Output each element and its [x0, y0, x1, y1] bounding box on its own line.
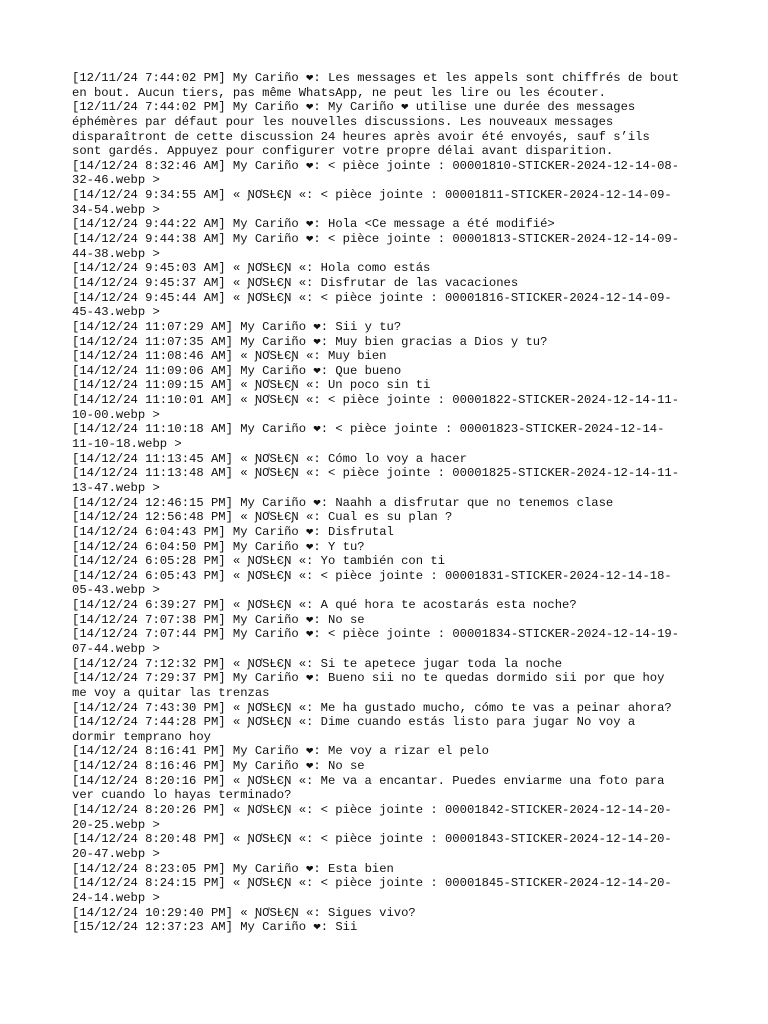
transcript-line: 13-47.webp > [72, 480, 160, 495]
transcript-line: 10-00.webp > [72, 407, 160, 422]
transcript-line: 32-46.webp > [72, 173, 160, 188]
transcript-line: [14/12/24 6:05:43 PM] « ƝƠЅȽЄƝ «: < pièce jointe : 00001831-STICKER-2024-12-14-18- [72, 568, 672, 583]
transcript-line: [14/12/24 9:45:03 AM] « ƝƠЅȽЄƝ «: Hola como estás [72, 261, 431, 276]
transcript-line: [12/11/24 7:44:02 PM] My Cariño ❤: My Cariño ❤ utilise une durée des messages [72, 100, 636, 115]
transcript-line: [14/12/24 8:20:16 PM] « ƝƠЅȽЄƝ «: Me va a encantar. Puedes enviarme una foto para [72, 773, 665, 788]
transcript-line: [14/12/24 12:56:48 PM] « ƝƠЅȽЄƝ «: Cual es su plan ? [72, 510, 453, 525]
transcript-line: [14/12/24 9:45:44 AM] « ƝƠЅȽЄƝ «: < pièce jointe : 00001816-STICKER-2024-12-14-09- [72, 290, 672, 305]
transcript-line: [14/12/24 7:29:37 PM] My Cariño ❤: Bueno sii no te quedas dormido sii por que hoy [72, 671, 665, 686]
transcript-line: [14/12/24 10:29:40 PM] « ƝƠЅȽЄƝ «: Sigues vivo? [72, 905, 416, 920]
transcript-line: 11-10-18.webp > [72, 437, 182, 452]
transcript-line: [14/12/24 6:04:43 PM] My Cariño ❤: Disfrutal [72, 524, 394, 539]
transcript-line: [14/12/24 11:10:01 AM] « ƝƠЅȽЄƝ «: < pièce jointe : 00001822-STICKER-2024-12-14-11- [72, 393, 680, 408]
transcript-line: [14/12/24 11:07:35 AM] My Cariño ❤: Muy bien gracias a Dios y tu? [72, 334, 548, 349]
transcript-line: [14/12/24 11:09:15 AM] « ƝƠЅȽЄƝ «: Un poco sin ti [72, 378, 431, 393]
transcript-line: [14/12/24 8:20:26 PM] « ƝƠЅȽЄƝ «: < pièce jointe : 00001842-STICKER-2024-12-14-20- [72, 803, 672, 818]
transcript-line: [14/12/24 8:16:41 PM] My Cariño ❤: Me voy a rizar el pelo [72, 744, 489, 759]
transcript-line: [14/12/24 7:44:28 PM] « ƝƠЅȽЄƝ «: Dime cuando estás listo para jugar No voy a [72, 715, 636, 730]
transcript-line: [14/12/24 7:43:30 PM] « ƝƠЅȽЄƝ «: Me ha gustado mucho, cómo te vas a peinar ahora? [72, 700, 672, 715]
transcript-line: [12/11/24 7:44:02 PM] My Cariño ❤: Les messages et les appels sont chiffrés de bout [72, 71, 680, 85]
transcript-line: 24-14.webp > [72, 890, 160, 905]
transcript-line: [14/12/24 8:16:46 PM] My Cariño ❤: No se [72, 759, 365, 774]
transcript-line: [14/12/24 11:13:45 AM] « ƝƠЅȽЄƝ «: Cómo lo voy a hacer [72, 451, 467, 466]
transcript-line: [14/12/24 9:45:37 AM] « ƝƠЅȽЄƝ «: Disfrutar de las vacaciones [72, 275, 519, 290]
chat-transcript [72, 71, 704, 935]
transcript-line: [14/12/24 6:05:28 PM] « ƝƠЅȽЄƝ «: Yo también con ti [72, 554, 445, 569]
transcript-line: [14/12/24 6:39:27 PM] « ƝƠЅȽЄƝ «: A qué hora te acostarás esta noche? [72, 598, 577, 613]
transcript-line: [14/12/24 8:23:05 PM] My Cariño ❤: Esta bien [72, 861, 394, 876]
transcript-line: [14/12/24 6:04:50 PM] My Cariño ❤: Y tu? [72, 539, 365, 554]
transcript-line: [14/12/24 9:44:38 AM] My Cariño ❤: < pièce jointe : 00001813-STICKER-2024-12-14-09- [72, 232, 680, 247]
transcript-line: [14/12/24 8:20:48 PM] « ƝƠЅȽЄƝ «: < pièce jointe : 00001843-STICKER-2024-12-14-20- [72, 832, 672, 847]
transcript-line: disparaîtront de cette discussion 24 heures après avoir été envoyés, sauf s’ils [72, 129, 650, 144]
transcript-line: éphémères par défaut pour les nouvelles discussions. Les nouveaux messages [72, 114, 614, 129]
transcript-line: me voy a quitar las trenzas [72, 685, 270, 700]
transcript-line: [14/12/24 11:08:46 AM] « ƝƠЅȽЄƝ «: Muy bien [72, 349, 387, 364]
transcript-line: sont gardés. Appuyez pour configurer votre propre délai avant disparition. [72, 144, 614, 159]
transcript-line: 34-54.webp > [72, 202, 160, 217]
transcript-line: [14/12/24 12:46:15 PM] My Cariño ❤: Naahh a disfrutar que no tenemos clase [72, 495, 614, 510]
transcript-line: en bout. Aucun tiers, pas même WhatsApp, ne peut les lire ou les écouter. [72, 85, 606, 100]
transcript-line: [14/12/24 11:13:48 AM] « ƝƠЅȽЄƝ «: < pièce jointe : 00001825-STICKER-2024-12-14-11- [72, 466, 680, 481]
transcript-line: 20-47.webp > [72, 846, 160, 861]
transcript-line: 45-43.webp > [72, 305, 160, 320]
transcript-line: [14/12/24 11:07:29 AM] My Cariño ❤: Sii y tu? [72, 319, 402, 334]
transcript-line: 20-25.webp > [72, 817, 160, 832]
transcript-line: [14/12/24 9:34:55 AM] « ƝƠЅȽЄƝ «: < pièce jointe : 00001811-STICKER-2024-12-14-09- [72, 188, 672, 203]
transcript-line: ver cuando lo hayas terminado? [72, 788, 292, 803]
transcript-line: 07-44.webp > [72, 641, 160, 656]
transcript-line: [15/12/24 12:37:23 AM] My Cariño ❤: Sii [72, 920, 358, 935]
transcript-line: [14/12/24 9:44:22 AM] My Cariño ❤: Hola <Ce message a été modifié> [72, 217, 555, 232]
transcript-line: [14/12/24 7:07:44 PM] My Cariño ❤: < pièce jointe : 00001834-STICKER-2024-12-14-19- [72, 627, 680, 642]
transcript-line: dormir temprano hoy [72, 729, 211, 744]
transcript-line: [14/12/24 8:32:46 AM] My Cariño ❤: < pièce jointe : 00001810-STICKER-2024-12-14-08- [72, 158, 680, 173]
transcript-line: [14/12/24 11:10:18 AM] My Cariño ❤: < pièce jointe : 00001823-STICKER-2024-12-14- [72, 422, 665, 437]
transcript-line: 44-38.webp > [72, 246, 160, 261]
transcript-line: 05-43.webp > [72, 583, 160, 598]
transcript-line: [14/12/24 8:24:15 PM] « ƝƠЅȽЄƝ «: < pièce jointe : 00001845-STICKER-2024-12-14-20- [72, 876, 672, 891]
transcript-line: [14/12/24 7:07:38 PM] My Cariño ❤: No se [72, 612, 365, 627]
transcript-line: [14/12/24 7:12:32 PM] « ƝƠЅȽЄƝ «: Si te apetece jugar toda la noche [72, 656, 563, 671]
transcript-line: [14/12/24 11:09:06 AM] My Cariño ❤: Que bueno [72, 363, 402, 378]
